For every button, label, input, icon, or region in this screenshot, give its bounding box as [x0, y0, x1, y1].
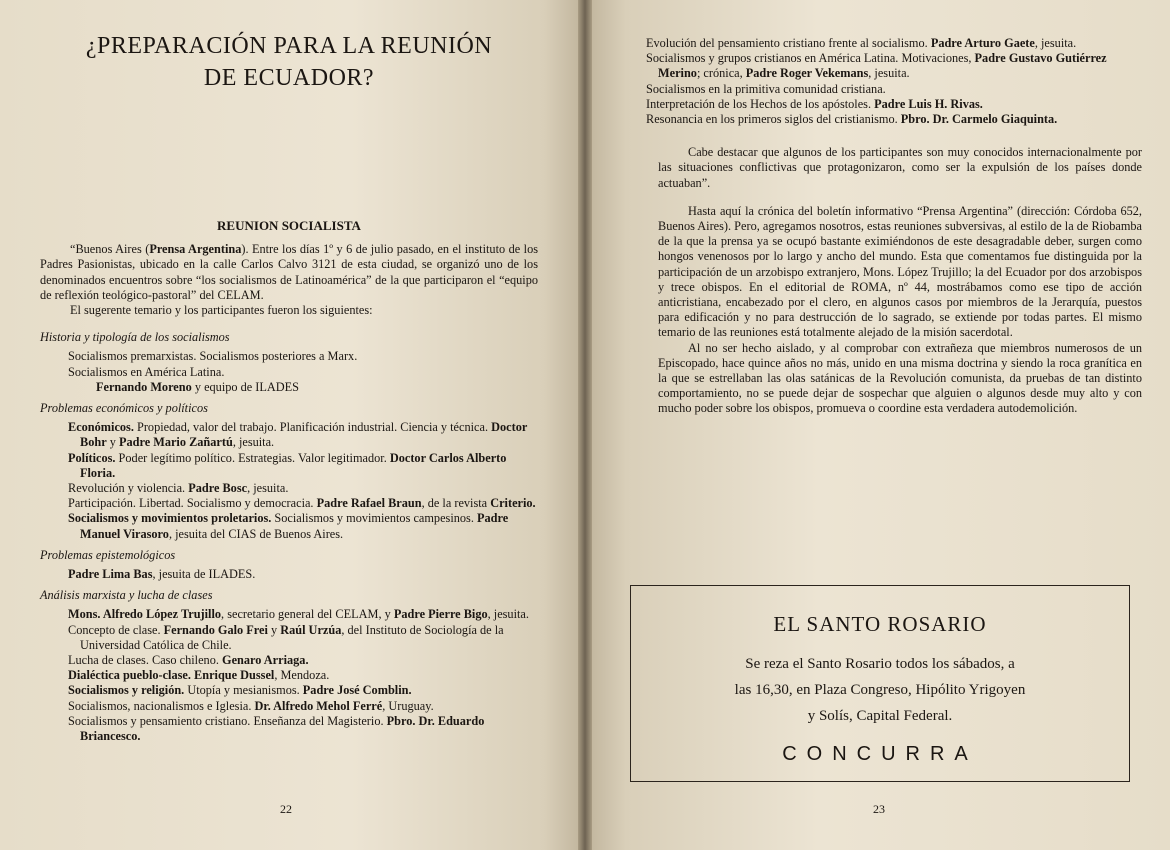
section-subheading: REUNION SOCIALISTA: [217, 218, 361, 233]
list-item: Participación. Libertad. Socialismo y democracia. Padre Rafael Braun, de la revista Criterio.: [68, 496, 536, 511]
intro-paragraph: “Buenos Aires (Prensa Argentina). Entre los días 1º y 6 de julio pasado, en el instituto de los Padres Pasionistas, ubicado en la calle Carlos Calvo 3121 de esta ciudad, se organizó uno de los denominados encuentros sobre “los socialismos de Latinoamérica” de la que participaron el “equipo de reflexión teológico-pastoral” del CELAM.: [40, 242, 539, 302]
right-column: [646, 36, 1142, 417]
box-text: Se reza el Santo Rosario todos los sábados, a las 16,30, en Plaza Congreso, Hipólito Yrigoyen y Solís, Capital Federal.: [734, 656, 1026, 724]
body-paragraph-1: Cabe destacar que algunos de los participantes son muy conocidos internacionalmente por las situaciones conflictivas que protagonizaron, como ser la expulsión de los países donde actuaban”.: [658, 145, 1142, 190]
article-title: [40, 30, 538, 94]
box-title: EL SANTO ROSARIO: [773, 612, 987, 636]
list-item: Socialismos y movimientos proletarios. Socialismos y movimientos campesinos. Padre Manuel Virasoro, jesuita del CIAS de Buenos Aires.: [68, 511, 509, 541]
list-item: Lucha de clases. Caso chileno. Genaro Arriaga.: [68, 653, 309, 668]
list-item: Fernando Moreno y equipo de ILADES: [96, 379, 300, 394]
title-line-2: DE ECUADOR?: [203, 65, 375, 91]
list-item: Socialismos y pensamiento cristiano. Enseñanza del Magisterio. Pbro. Dr. Eduardo Briancesco.: [68, 713, 485, 744]
list-item: Socialismos premarxistas. Socialismos posteriores a Marx.: [68, 349, 358, 364]
section-heading-3: Problemas epistemológicos: [40, 547, 176, 562]
list-item: Evolución del pensamiento cristiano frente al socialismo. Padre Arturo Gaete, jesuita.: [646, 36, 1077, 50]
body-paragraph-3: Al no ser hecho aislado, y al comprobar con extrañeza que miembros numerosos de un Episcopado, hace quince años no más, unido en una misma doctrina y siendo la roca granítica en la que se estrellaban las olas satánicas de la Revolución comunista, da pruebas de tan distinto comportamiento, no se puede dejar de sospechar que alguien o algunos desde muy alto y con mucho poder sobre los obispos, promueva o coordine esta verdadera autodemolición.: [658, 340, 1142, 416]
list-item: Concepto de clase. Fernando Galo Frei y Raúl Urzúa, del Instituto de Sociología de la Universidad Católica de Chile.: [68, 622, 504, 652]
list-item: Políticos. Poder legítimo político. Estrategias. Valor legitimador. Doctor Carlos Alberto Floria.: [68, 450, 507, 480]
list-item: Socialismos en América Latina.: [68, 364, 225, 379]
list-item: Revolución y violencia. Padre Bosc, jesuita.: [68, 481, 289, 496]
list-item: Socialismos en la primitiva comunidad cristiana.: [646, 81, 886, 96]
list-item: Socialismos, nacionalismos e Iglesia. Dr. Alfredo Mehol Ferré, Uruguay.: [68, 698, 434, 713]
body-paragraph-2: Hasta aquí la crónica del boletín informativo “Prensa Argentina” (dirección: Córdoba 652, Buenos Aires). Pero, agregamos nosotros, estas reuniones subversivas, al estilo de la de Riobamba de la que la prensa ya se ocupó bastante eximiéndonos de este desagradable deber, surgen como hongos venenosos por lo largo y ancho del mundo. Esta que comentamos fue distinguida por la participación de un arzobispo extranjero, Mons. López Trujillo; la del Ecuador por dos arzobispos y trece obispos. En el editorial de ROMA, nº 44, mostrábamos como ese tipo de acción anticristiana, encabezado por el clero, en algunos casos por miembros de la Jerarquía, puestos para edificación y no para destrucción de lo sagrado, se extiende por todas partes. El mismo temario de las reuniones está totalmente alejado de la misión sacerdotal.: [658, 203, 1142, 340]
list-item: Padre Lima Bas, jesuita de ILADES.: [68, 567, 256, 582]
list-item: Económicos. Propiedad, valor del trabajo. Planificación industrial. Ciencia y técnica. Doctor Bohr y Padre Mario Zañartú, jesuita.: [68, 420, 528, 450]
section-heading-2: Problemas económicos y políticos: [40, 401, 208, 416]
list-item: Dialéctica pueblo-clase. Enrique Dussel, Mendoza.: [68, 668, 330, 683]
rosary-notice-box: [630, 585, 1130, 782]
title-line-1: ¿PREPARACIÓN PARA LA REUNIÓN: [85, 33, 493, 59]
page-number-left: 22: [280, 802, 292, 816]
section-heading-4: Análisis marxista y lucha de clases: [40, 588, 213, 603]
section-heading-1: Historia y tipología de los socialismos: [40, 330, 230, 345]
list-item: Mons. Alfredo López Trujillo, secretario general del CELAM, y Padre Pierre Bigo, jesuita.: [68, 607, 529, 622]
list-item: Interpretación de los Hechos de los apóstoles. Padre Luis H. Rivas.: [646, 96, 983, 111]
book-gutter: [578, 0, 592, 850]
intro-paragraph-2: El sugerente temario y los participantes fueron los siguientes:: [70, 303, 373, 318]
list-item: Socialismos y grupos cristianos en América Latina. Motivaciones, Padre Gustavo Gutiérrez Merino; crónica, Padre Roger Vekemans, jesuita.: [646, 51, 1107, 81]
box-call-to-action: CONCURRA: [782, 743, 978, 765]
list-item: Socialismos y religión. Utopía y mesianismos. Padre José Comblin.: [68, 683, 412, 698]
right-page: [585, 0, 1170, 850]
list-item: Resonancia en los primeros siglos del cristianismo. Pbro. Dr. Carmelo Giaquinta.: [646, 112, 1058, 127]
left-column: [40, 30, 538, 744]
page-number-right: 23: [873, 802, 885, 816]
